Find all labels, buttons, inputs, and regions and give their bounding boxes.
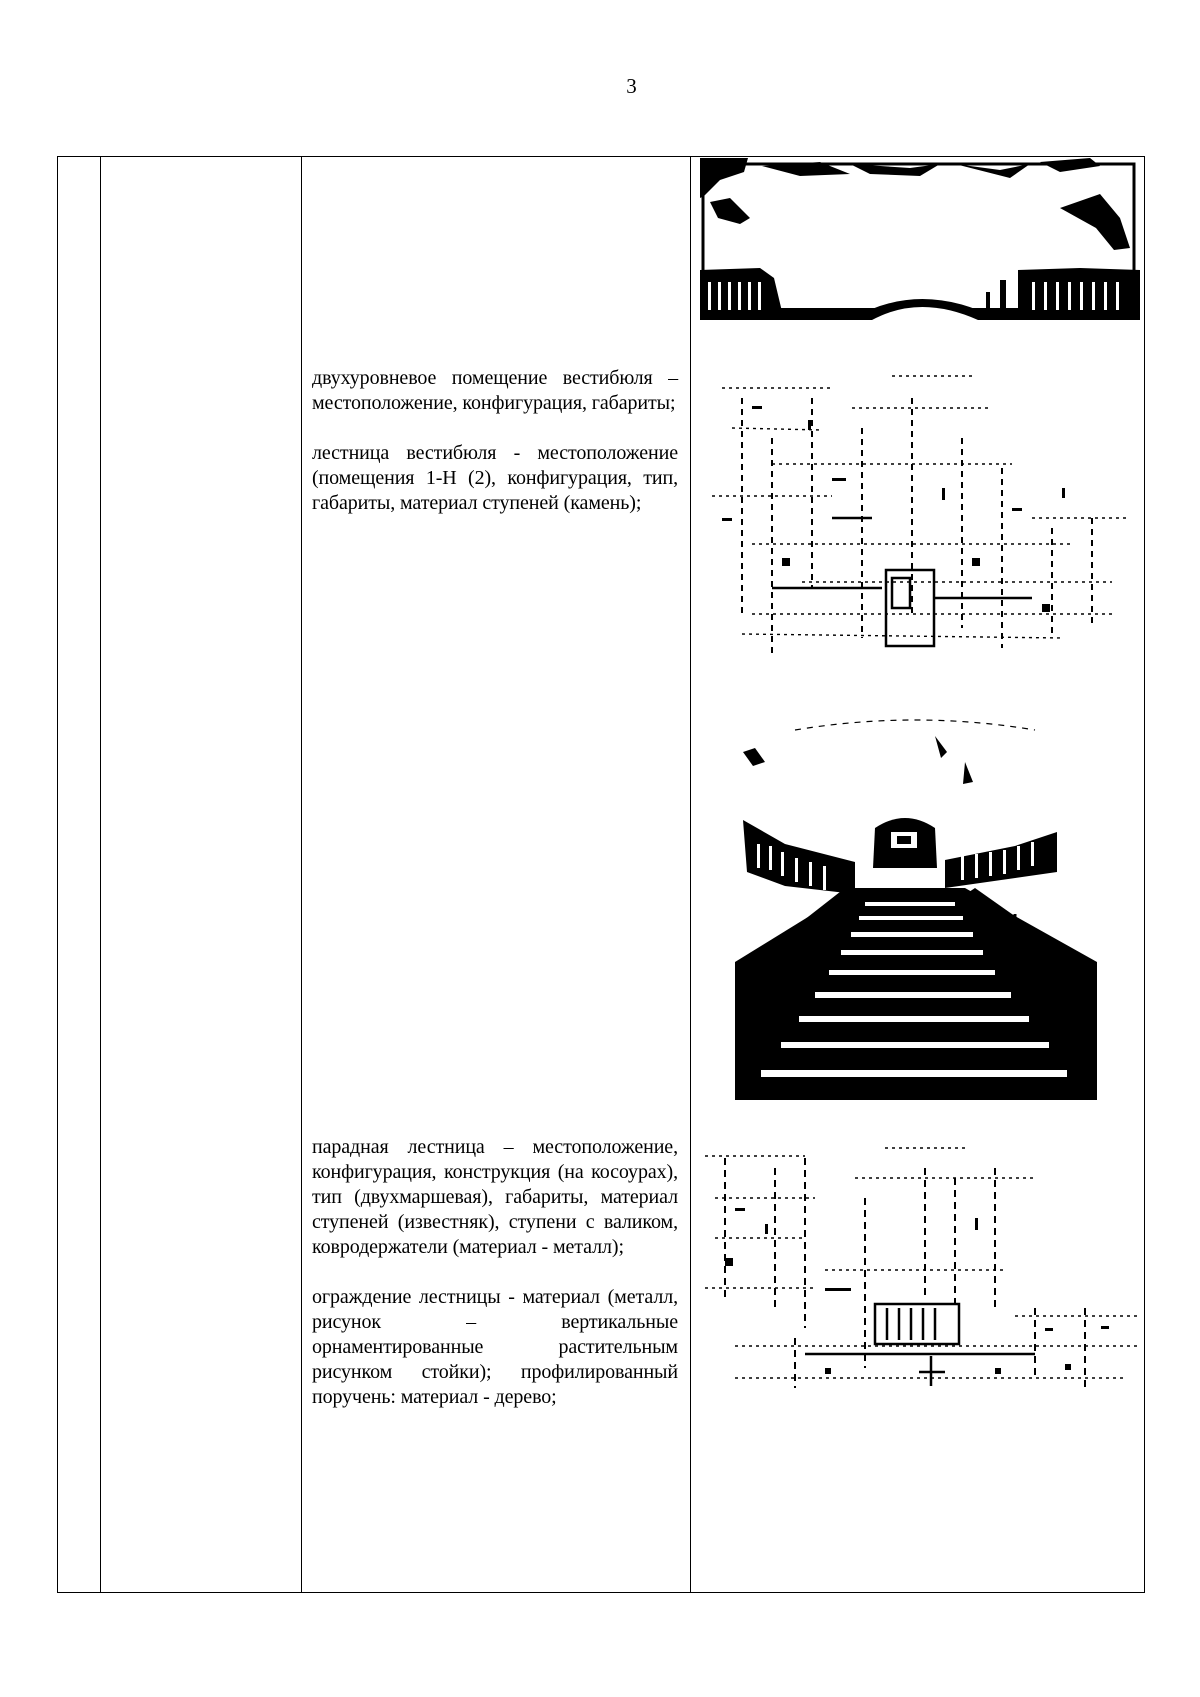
staircase-railing-text: ограждение лестницы - материал (металл, рисунок – вертикальные орнаментированные растительным рисунком стойки); профилированный поручень: материал - дерево; xyxy=(312,1286,678,1408)
vestibule-ceiling-photo xyxy=(700,158,1140,320)
page-number: 3 xyxy=(626,74,637,98)
vestibule-stair-text: лестница вестибюля - местоположение (помещения 1-Н (2), конфигурация, тип, габариты, материал ступеней (камень); xyxy=(312,442,678,514)
column-divider xyxy=(690,157,691,1592)
column-divider xyxy=(301,157,302,1592)
main-staircase-floor-plan xyxy=(705,1138,1139,1388)
vestibule-staircase-photo xyxy=(735,712,1097,1100)
vestibule-floor-plan xyxy=(712,368,1126,654)
main-staircase-description xyxy=(312,1135,678,1410)
column-divider xyxy=(100,157,101,1592)
vestibule-description xyxy=(312,366,678,516)
vestibule-room-text: двухуровневое помещение вестибюля – местоположение, конфигурация, габариты; xyxy=(312,367,678,414)
main-staircase-text: парадная лестница – местоположение, конфигурация, конструкция (на косоурах), тип (двухмаршевая), габариты, материал ступеней (известняк), ступени с валиком, ковродержатели (материал - металл); xyxy=(312,1136,678,1258)
